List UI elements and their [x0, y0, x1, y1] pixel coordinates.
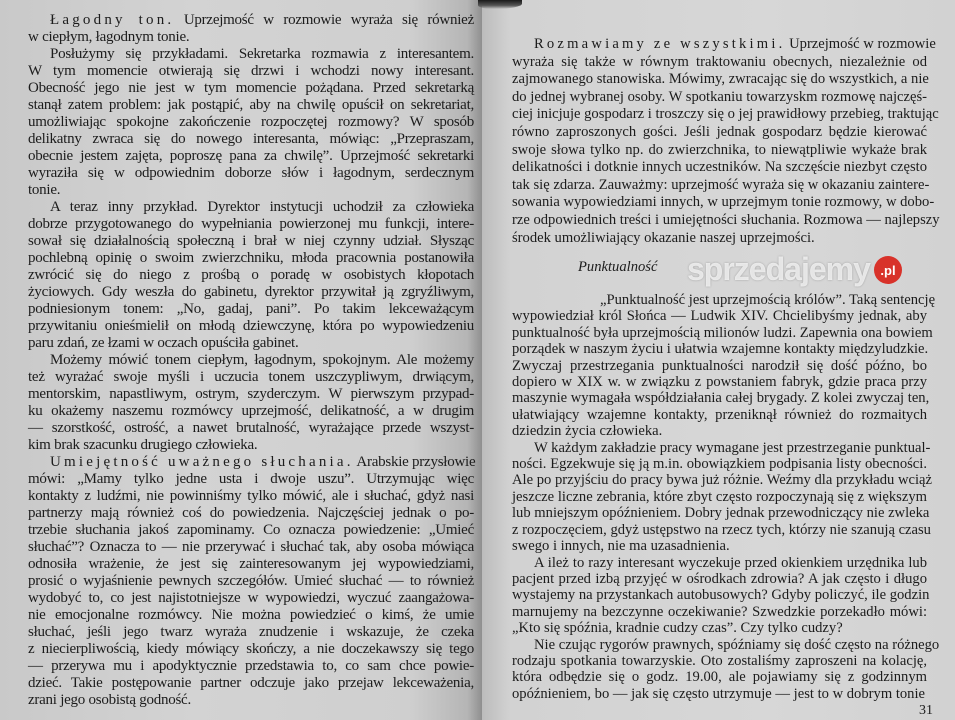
line-text: zajmowanego stanowiska. Mówimy, zwracając się do wszystkich, a nie [512, 71, 929, 88]
text-line [512, 472, 932, 489]
watermark-badge: .pl [874, 256, 902, 284]
text-line [512, 159, 927, 177]
text-line [512, 211, 940, 230]
line-text: też wyrażać swoje myśli i uczucia tonem uszczypliwym, drwiącym, [28, 369, 474, 385]
line-text: nie emocjonalne rozmówcy. Nie można powiedzieć o kimś, że umie [28, 607, 474, 623]
text-line [28, 182, 474, 199]
text-line [512, 604, 927, 620]
line-text: swoje słowa tylko np. do zwierzchnika, to niewątpliwie wykaże brak [512, 141, 927, 158]
right-page [482, 0, 955, 720]
text-line [512, 142, 927, 160]
line-text: W tym momencie otwierają się drzwi i wchodzi nowy interesant. [28, 63, 474, 79]
text-line [28, 267, 474, 284]
text-line [28, 607, 474, 624]
line-text: lub mniejszym opóźnieniem. Dobry jednak przewodniczący nie zwleka [512, 505, 930, 522]
text-line [28, 63, 474, 80]
text-line [28, 488, 474, 505]
text-line [28, 352, 474, 369]
line-text: wyraziła się w odpowiednim doborze słów i łagodnym, serdecznym [28, 165, 474, 181]
spaced-lead-in: Łagodny ton. [50, 12, 175, 28]
line-text: sowania wypowiedziami innych, w uprzejmym tonie rozmowy, w dobo- [512, 194, 935, 211]
text-line [512, 374, 927, 390]
text-line [512, 439, 931, 456]
text-line [28, 301, 474, 318]
line-text: przywitaniu onieśmielił on młodą dziewczynę, która po wypowiedzeniu [28, 318, 474, 334]
line-text: kontakty z ludźmi, nie powinniśmy tylko mówić, ale i słuchać, gdyż nasi [28, 488, 474, 504]
text-line [512, 653, 927, 669]
spaced-lead-in: Umiejętność uważnego słuchania. [50, 454, 354, 470]
line-text: odnosiła wrażenie, że jest się zainteresowanym jej wypowiedziami, [28, 556, 474, 572]
line-text: sował się działalnością społeczną i brał w niej czynny udział. Słysząc [28, 233, 474, 249]
line-text: słuchać”? Oznacza to — nie przerywać i słuchać tak, aby osoba mówiąca [28, 539, 474, 555]
line-text: rodzaju spotkania towarzyskie. Oto zostaliśmy zaproszeni na kolację, [512, 652, 927, 669]
text-line [28, 403, 474, 420]
text-line [512, 124, 927, 142]
line-text: Arabskie przysłowie [353, 454, 476, 470]
text-line [28, 573, 474, 590]
line-text: obecnie jestem zajęta, poproszę pana za chwilę”. Uprzejmość sekretarki [28, 148, 474, 164]
text-line [512, 106, 939, 124]
text-line [28, 590, 474, 607]
line-text: swego i innych, nie ma uzasadnienia. [512, 538, 730, 555]
text-line [512, 230, 927, 248]
line-text: wystajemy na przystankach autobusowych? Gdyby policzyć, ile godzin [512, 587, 930, 604]
line-text: mówi: „Mamy tylko jedne usta i dwoje uszu”. Utrzymując więc [28, 471, 474, 487]
text-line [512, 456, 927, 472]
line-text: — szorstkość, ostrość, a nawet brutalność, wyrażające przede wszyst- [28, 420, 474, 436]
text-line [28, 131, 474, 148]
line-text: Zwyczaj przestrzegania punktualności narodził się dość późno, bo [512, 357, 927, 374]
text-line [512, 89, 927, 107]
line-text: wyraża się także w równym traktowaniu obecnych, niezależnie od [512, 53, 927, 70]
text-line [28, 97, 474, 114]
text-line [512, 194, 935, 212]
line-text: A ileż to razy interesant wyczekuje przed okienkiem urzędnika lub [534, 554, 927, 571]
line-text: delikatny zwraca się do nowego interesanta, mówiąc: „Przepraszam, [28, 131, 474, 147]
line-text: do jednej wybranej osoby. W spotkaniu towarzyskm rozmowę najczęś- [512, 88, 927, 105]
line-text: równo zaproszonych gości. Jeśli jednak gospodarz będzie kierować [512, 123, 927, 140]
line-text: Uprzejmość w rozmowie wyraża się również [174, 12, 474, 28]
text-line [512, 390, 930, 407]
line-text: delikatności i dotknie innych uczestników. Na szczęście niezbyt często [512, 159, 927, 176]
line-text: W każdym zakładzie pracy wymagane jest przestrzeganie punktual- [534, 439, 931, 456]
text-line [512, 54, 927, 72]
section-heading: Punktualność [578, 259, 658, 275]
text-line [28, 199, 474, 216]
watermark-logo: sprzedajemy [687, 251, 870, 287]
text-line [28, 369, 474, 386]
text-line [512, 636, 940, 653]
line-text: ku okażemy naszemu rozmówcy uprzejmość, delikatność, a w drugim [28, 403, 474, 419]
text-line [28, 539, 474, 556]
text-line [28, 335, 474, 352]
line-text: jeszcze liczne zebrania, które zbyt często rozpoczynają się z większym [512, 488, 927, 505]
line-text: wydobyć to, co jest najistotniejsze w wypowiedzi, wyczuć zaangażowa- [28, 590, 474, 606]
line-text: paru zdań, ze łzami w oczach opuściła gabinet. [28, 335, 299, 351]
line-text: Obecność jego nie jest w tym momencie pożądana. Przed sekretarką [28, 80, 474, 96]
line-text: środek umożliwiający okazanie naszej uprzejmości. [512, 229, 815, 246]
text-line [512, 358, 927, 374]
text-line [512, 620, 927, 636]
text-line [28, 114, 474, 131]
line-text: A teraz inny przykład. Dyrektor instytucji uchodził za człowieka [50, 199, 474, 215]
line-text: Ale po przyjściu do pracy bywa już różnie. Weźmy dla przykładu wciąż [512, 472, 932, 489]
text-line [512, 686, 927, 702]
line-text: ułatwiający wzajemne kontakty, przeniknął również do rozmaitych [512, 406, 927, 423]
left-page-text [28, 12, 474, 709]
line-text: wypowiedział król Słońca — Ludwik XIV. Chcielibyśmy jednak, aby [512, 308, 927, 325]
text-line [512, 341, 927, 357]
text-line [28, 641, 474, 658]
text-line [28, 284, 474, 301]
line-text: ności. Egzekwuje się ją m.in. obowiązkiem podpisania listy obecności. [512, 456, 927, 473]
text-line [28, 12, 474, 29]
text-line [28, 454, 474, 471]
text-line [28, 29, 474, 46]
text-line [28, 80, 474, 97]
line-text: z niecierpliwością, kiedy mówiący skończy, a nie doczekawszy się tego [28, 641, 474, 657]
text-line [512, 538, 927, 554]
line-text: z rozpoczęciem, gdyż ustępstwo na rzecz tych, którzy nie szanują czasu [512, 521, 931, 538]
text-line [28, 250, 474, 267]
line-text: Uprzejmość w rozmowie [785, 36, 936, 52]
text-line [28, 658, 474, 675]
right-page-intro-text [512, 36, 940, 247]
text-line [512, 555, 927, 571]
text-line [512, 423, 927, 439]
text-line [28, 624, 474, 641]
text-line [28, 556, 474, 573]
line-text: trzebie słuchania jakoś zapominamy. Co oznacza powiedzenie: „Umieć [28, 522, 474, 538]
line-text: — przerywa mu i apodyktycznie przedstawia to, co sam chce powie- [28, 658, 474, 674]
line-text: porządek w naszym życiu i ułatwia wzajemne kontakty międzyludzkie. [512, 341, 929, 358]
line-text: prosić o wyjaśnienie pewnych szczegółów. Umieć słuchać — to również [28, 573, 474, 589]
line-text: rze odpowiednich treści i umiejętności słuchania. Rozmowa — najlepszy [512, 211, 940, 228]
line-text: zwrócić się do niego z prośbą o poradę w osobistych kłopotach [28, 267, 474, 283]
line-text: dzieć. Takie postępowanie partner odczuje jako przejaw lekceważenia, [28, 675, 474, 691]
line-text: Nie czując rygorów prawnych, spóźniamy się dość często na różnego [534, 636, 940, 653]
text-line [512, 587, 930, 604]
text-line [28, 318, 474, 335]
text-line [512, 407, 927, 423]
text-line [512, 36, 936, 54]
text-line [28, 148, 474, 165]
text-line [28, 505, 474, 522]
line-text: marnujemy na bezczynne oczekiwanie? Szwedzkie porzekadło mówi: [512, 603, 927, 620]
line-text: która odbędzie się o godz. 19.00, ale pojawiamy się z godzinnym [512, 669, 927, 686]
line-text: słuchać, jeśli jego twarz wyraża znudzenie i wskazuje, że czeka [28, 624, 474, 640]
line-text: opóźnieniem, bo — jak się często utrzymuje — jest to w dobrym tonie [512, 685, 925, 702]
text-line [28, 46, 474, 63]
text-line [512, 489, 927, 505]
page-number: 31 [919, 703, 933, 718]
line-text: życiowych. Gdy weszła do gabinetu, dyrektor przywitał ją zgryźliwym, [28, 284, 474, 300]
line-text: dopiero w XIX w. w związku z powstaniem fabryk, gdzie praca przy [512, 374, 927, 391]
text-line [512, 176, 930, 195]
line-text: w ciepłym, łagodnym tonie. [28, 29, 190, 45]
spaced-lead-in: Rozmawiamy ze wszystkimi. [534, 36, 786, 52]
line-text: maszynie wymagała współdziałania całej brygady. Z kolei zwyczaj ten, [512, 390, 930, 407]
text-line [512, 71, 927, 89]
line-text: partnerzy mają również coś do powiedzenia. Najczęściej jednak o po- [28, 505, 474, 521]
text-line [512, 571, 927, 587]
text-line [512, 669, 927, 685]
line-text: pacjent przed izbą przyjęć w ośrodkach zdrowia? A jak często i długo [512, 570, 927, 587]
line-text: mentorskim, napastliwym, ostrym, szyderczym. W pierwszym przypad- [28, 386, 474, 402]
text-line [28, 471, 474, 488]
line-text: podniesionym tonem: „No, gadaj, pani”. Po takim lekceważącym [28, 301, 474, 317]
line-text: „Punktualność jest uprzejmością królów”. Taką sentencję [600, 292, 936, 308]
text-line [28, 522, 474, 539]
line-text: kim brak szacunku drugiego człowieka. [28, 437, 258, 453]
line-text: dobrze przygotowanego do wypełniania powierzonej mu funkcji, intere- [28, 216, 474, 232]
line-text: umożliwiając spokojne zakończenie rozpoczętej rozmowy? W sposób [28, 114, 474, 130]
text-line [28, 675, 474, 692]
text-line [512, 324, 933, 341]
text-line [512, 521, 931, 538]
line-text: „Kto się spóźnia, kradnie cudzy czas”. Czy tylko cudzy? [512, 620, 843, 637]
text-line [28, 165, 474, 182]
line-text: tonie. [28, 182, 61, 198]
line-text: dziedzin życia człowieka. [512, 423, 663, 440]
text-line [512, 308, 927, 324]
line-text: ciej inicjuje gospodarz i troszczy się o jej prawidłowy przebieg, traktując [512, 106, 939, 123]
right-page-section-text [512, 292, 940, 702]
text-line [512, 292, 936, 308]
line-text: stanął zatem problem: jak postąpić, aby na chwilę opuścił on sekretariat, [28, 97, 474, 113]
text-line [28, 437, 474, 454]
text-line [512, 505, 930, 522]
text-line [28, 386, 474, 403]
line-text: Posłużymy się przykładami. Sekretarka rozmawia z interesantem. [50, 46, 474, 62]
text-line [28, 692, 474, 709]
line-text: pochlebną opinię o swoim zwierzchniku, młoda pracownia postanowiła [28, 250, 474, 266]
line-text: punktualność była uprzejmością milionów ludzi. Zapewnia ona bowiem [512, 324, 933, 341]
text-line [28, 216, 474, 233]
text-line [28, 233, 474, 250]
line-text: zrani jego osobistą godność. [28, 692, 191, 708]
text-line [28, 420, 474, 437]
line-text: tak się zdarza. Zauważmy: uprzejmość wyraża się w okazaniu zaintere- [512, 176, 930, 193]
line-text: Możemy mówić tonem ciepłym, łagodnym, spokojnym. Ale możemy [50, 352, 474, 368]
